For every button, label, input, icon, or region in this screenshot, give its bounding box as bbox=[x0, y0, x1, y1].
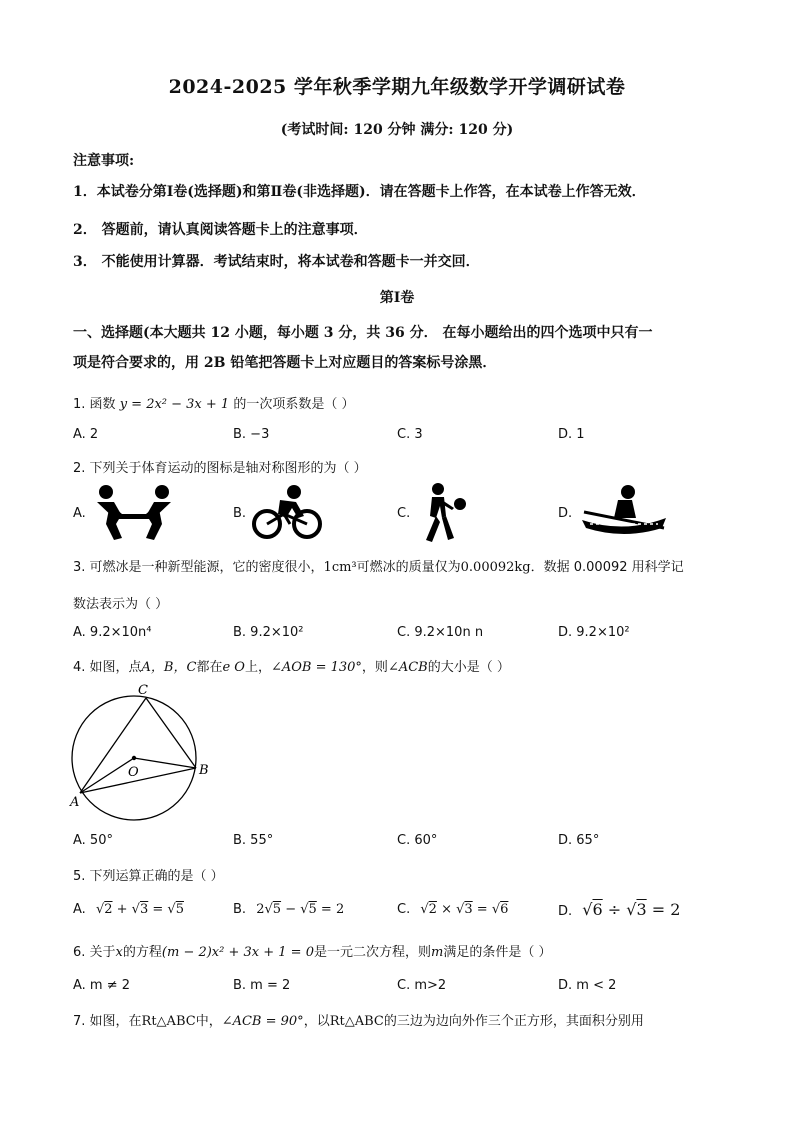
q5-option-b-formula: 2√5 − √5 = 2 bbox=[256, 902, 345, 917]
q1-option-b: B. −3 bbox=[233, 427, 270, 442]
q7-suffix: 的三边为边向外作三个正方形，其面积分别用 bbox=[383, 1014, 644, 1029]
notice-heading: 注意事项: bbox=[73, 153, 135, 169]
q5-option-d-formula: √6 ÷ √3 = 2 bbox=[582, 900, 681, 919]
q4-angle2: ∠ACB bbox=[387, 660, 428, 675]
q3-option-a: A. 9.2×10n⁴ bbox=[73, 625, 152, 640]
q4-points: A，B，C bbox=[141, 660, 197, 675]
q2-option-d: D. bbox=[558, 506, 573, 521]
q6-suffix2: 满足的条件是（ ） bbox=[443, 945, 552, 960]
q4-option-d: D. 65° bbox=[558, 833, 600, 848]
notice-item-3: 3． 不能使用计算器．考试结束时，将本试卷和答题卡一并交回． bbox=[73, 254, 480, 270]
q3-option-b: B. 9.2×10² bbox=[233, 625, 304, 640]
q4-stem bbox=[73, 656, 510, 675]
q4-angle: ∠AOB = 130° bbox=[270, 660, 362, 675]
exam-subtitle: (考试时间: 120 分钟 满分: 120 分) bbox=[280, 122, 514, 138]
q4-text-a: 4. 如图，点 bbox=[73, 660, 142, 675]
q6-option-d: D. m < 2 bbox=[558, 978, 617, 993]
q7-prefix: 7. 如图，在 bbox=[73, 1014, 142, 1029]
rowing-icon bbox=[580, 484, 668, 542]
q1-stem bbox=[73, 393, 354, 412]
q4-circle-figure bbox=[62, 680, 222, 828]
q5-option-b bbox=[233, 902, 344, 917]
q4-label-o: O bbox=[128, 765, 139, 780]
q7-rt: Rt△ABC bbox=[141, 1014, 196, 1029]
q3-value: 0.00092kg bbox=[460, 560, 531, 575]
cycling-icon bbox=[250, 484, 326, 542]
exam-title: 2024-2025 学年秋季学期九年级数学开学调研试卷 bbox=[168, 76, 626, 98]
q2-stem: 2. 下列关于体育运动的图标是轴对称图形的为（ ） bbox=[73, 461, 367, 476]
q4-option-b: B. 55° bbox=[233, 833, 274, 848]
q3-suffix: ．数据 0.00092 用科学记 bbox=[530, 560, 684, 575]
q5-option-b-label: B. bbox=[233, 902, 247, 917]
q3-middle: 可燃冰的质量仅为 bbox=[356, 560, 461, 575]
notice-item-2: 2． 答题前，请认真阅读答题卡上的注意事项． bbox=[73, 222, 368, 238]
q4-text-b: 都在 bbox=[196, 660, 223, 675]
q5-option-a bbox=[73, 902, 184, 917]
q4-text-e: 的大小是（ ） bbox=[427, 660, 510, 675]
q3-prefix: 3. 可燃冰是一种新型能源，它的密度很小， bbox=[73, 560, 324, 575]
q1-option-d: D. 1 bbox=[558, 427, 585, 442]
q3-unit: 1cm³ bbox=[323, 560, 357, 575]
q2-option-c: C. bbox=[397, 506, 411, 521]
q4-label-b: B bbox=[199, 763, 209, 778]
q1-option-a: A. 2 bbox=[73, 427, 99, 442]
q5-option-d-label: D. bbox=[558, 904, 573, 919]
q4-label-a: A bbox=[70, 795, 80, 810]
q1-suffix: 的一次项系数是（ ） bbox=[233, 397, 355, 412]
q7-middle2: ，以 bbox=[303, 1014, 330, 1029]
q7-middle: 中， bbox=[195, 1014, 222, 1029]
part1-instructions-line2: 项是符合要求的，用 2B 铅笔把答题卡上对应题目的答案标号涂黑． bbox=[73, 355, 497, 371]
q5-option-a-formula: √2 + √3 = √5 bbox=[95, 902, 184, 917]
q4-option-a: A. 50° bbox=[73, 833, 113, 848]
q5-option-c-formula: √2 × √3 = √6 bbox=[420, 902, 509, 917]
q7-stem bbox=[73, 1010, 644, 1029]
q3-option-d: D. 9.2×10² bbox=[558, 625, 630, 640]
notice-item-1: 1．本试卷分第Ⅰ卷(选择题)和第Ⅱ卷(非选择题)．请在答题卡上作答，在本试卷上作答无效． bbox=[73, 184, 646, 200]
q1-formula: y = 2x² − 3x + 1 bbox=[119, 397, 230, 412]
q4-option-c: C. 60° bbox=[397, 833, 438, 848]
q5-option-c bbox=[397, 902, 508, 917]
q1-option-c: C. 3 bbox=[397, 427, 423, 442]
q7-angle: ∠ACB = 90° bbox=[221, 1014, 304, 1029]
q4-circle: e O bbox=[222, 660, 245, 675]
q6-middle: 的方程 bbox=[122, 945, 162, 960]
q6-var: x bbox=[115, 945, 123, 960]
q5-stem: 5. 下列运算正确的是（ ） bbox=[73, 869, 224, 884]
q6-option-b: B. m = 2 bbox=[233, 978, 291, 993]
q6-stem bbox=[73, 941, 551, 960]
q6-prefix: 6. 关于 bbox=[73, 945, 116, 960]
q1-prefix: 1. 函数 bbox=[73, 397, 116, 412]
q6-formula: (m − 2)x² + 3x + 1 = 0 bbox=[161, 945, 314, 960]
section-title: 第Ⅰ卷 bbox=[379, 290, 415, 306]
tug-of-war-icon bbox=[92, 484, 176, 542]
q4-text-c: 上， bbox=[244, 660, 271, 675]
volleyball-icon bbox=[416, 482, 468, 544]
q5-option-a-label: A. bbox=[73, 902, 86, 917]
q2-option-b: B. bbox=[233, 506, 247, 521]
q4-text-d: ，则 bbox=[361, 660, 388, 675]
part1-instructions-line1: 一、选择题(本大题共 12 小题，每小题 3 分，共 36 分． 在每小题给出的四个选项中只有一 bbox=[73, 325, 653, 341]
q3-stem-line2: 数法表示为（ ） bbox=[73, 597, 169, 612]
q7-rt2: Rt△ABC bbox=[329, 1014, 384, 1029]
q3-stem bbox=[73, 556, 684, 575]
q5-option-d bbox=[558, 900, 680, 919]
q6-suffix: 是一元二次方程，则 bbox=[313, 945, 431, 960]
q2-option-a: A. bbox=[73, 506, 86, 521]
q3-option-c: C. 9.2×10n n bbox=[397, 625, 484, 640]
q5-option-c-label: C. bbox=[397, 902, 411, 917]
q6-option-a: A. m ≠ 2 bbox=[73, 978, 131, 993]
q6-option-c: C. m>2 bbox=[397, 978, 447, 993]
q6-var2: m bbox=[430, 945, 444, 960]
q4-label-c: C bbox=[138, 683, 148, 698]
